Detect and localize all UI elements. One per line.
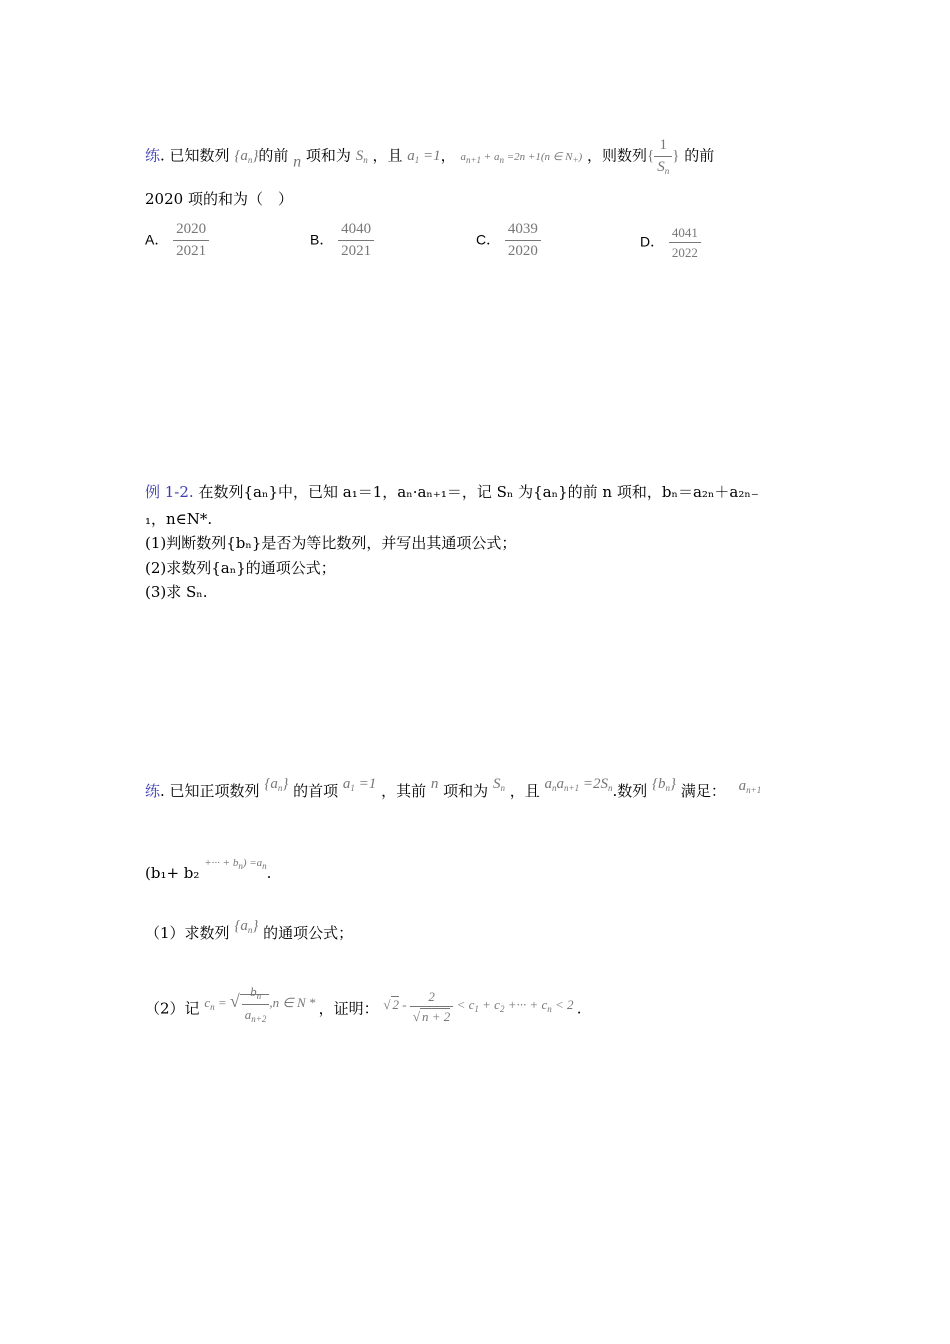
math-Sn: $S_n$ — [492, 776, 505, 793]
q1-label: 练 — [145, 146, 161, 165]
math-a1-eq-1: $a_1 =1$ — [407, 148, 441, 166]
q1-option-a[interactable]: A． $\frac{2020}{2021}$ — [145, 222, 209, 259]
math-product-eq: $a_na_{n+1} =2S_n$ — [544, 776, 613, 793]
q3-part2: （2）记 $c_n$ = √ $\frac{b_n}{a_{n+2}}$ ,n ∈ N * ，证明： √ 2 - $\frac{2}{√ n + 2}$ < $c_1 + c_2$ +··· + $c_n < 2$ . — [145, 984, 582, 1024]
option-c-fraction: $\frac{4039}{2020}$ — [505, 222, 541, 259]
math-seq-an: $\{a_n\}$ — [234, 918, 259, 935]
q1-option-b[interactable]: B． $\frac{4040}{2021}$ — [310, 222, 374, 259]
q2-part3: (3)求 Sₙ. — [145, 583, 208, 601]
math-n: n — [430, 776, 439, 792]
math-inequality: √ 2 - $\frac{2}{√ n + 2}$ < $c_1 + c_2$ +··· + $c_n < 2$ — [383, 989, 574, 1024]
q2-line2: ₁，n∈N*. — [145, 510, 213, 528]
q3-line2: (b₁+ b₂ $^{+\cdot\cdot\cdot + b_n) =a_n}$. — [145, 857, 272, 882]
math-seq-an: $\{a_n\}$ — [264, 776, 289, 793]
q2-part2: (2)求数列{aₙ}的通项公式； — [145, 559, 336, 577]
q2-line1: 例 1-2. 在数列{aₙ}中，已知 a₁＝1，aₙ·aₙ₊₁＝，记 Sₙ 为{aₙ}的前 n 项和，bₙ＝a₂ₙ＋a₂ₙ₋ — [145, 483, 759, 501]
q2-label: 例 1-2. — [145, 483, 194, 501]
q3-part1: （1）求数列 $\{a_n\}$ 的通项公式； — [145, 918, 354, 942]
math-a1-eq-1: $a_1 =1$ — [342, 776, 377, 793]
option-d-fraction: $\frac{4041}{2022}$ — [669, 226, 701, 259]
math-seq-an: $\{a_n\}$ — [234, 148, 259, 166]
math-Sn: $S_n$ — [355, 148, 368, 166]
q3-label: 练 — [145, 782, 161, 800]
option-a-fraction: $\frac{2020}{2021}$ — [173, 222, 209, 259]
math-sum-bn: +··· + bn) =an — [204, 857, 267, 871]
q1-option-d[interactable]: D． $\frac{4041}{2022}$ — [640, 226, 701, 259]
math-cn-def: $c_n$ = √ $\frac{b_n}{a_{n+2}}$ ,n ∈ N * — [204, 984, 316, 1024]
math-recip-seq: { $\frac{1}{S_n}$ } — [647, 137, 680, 176]
q1-line2: 2020 项的和为（ ） — [145, 190, 293, 208]
option-b-fraction: $\frac{4040}{2021}$ — [338, 222, 374, 259]
math-n: n — [293, 153, 302, 171]
math-recurrence: $a_{n+1} + a_n =2n +1(n$ ∈ $N_+$) — [460, 151, 583, 166]
q1-option-c[interactable]: C． $\frac{4039}{2020}$ — [476, 222, 541, 259]
q1-line1: 练. 已知数列 $\{a_n\}$的前 n 项和为 $S_n$ ，且 $a_1 =1$， $a_{n+1} + a_n =2n +1(n$ ∈ $N_+$) ，则数列{ $\frac{1}{S_n}$ } 的前 — [145, 137, 715, 176]
q3-line1: 练. 已知正项数列 $\{a_n\}$ 的首项 $a_1 =1$ ，其前 n 项和为 $S_n$ ，且 $a_na_{n+1} =2S_n$.数列 $\{b_n\}$ 满足： $a_{n+1}$ — [145, 776, 762, 800]
q2-part1: (1)判断数列{bₙ}是否为等比数列，并写出其通项公式； — [145, 534, 517, 552]
math-seq-bn: $\{b_n\}$ — [652, 776, 677, 793]
math-a-n-plus-1: $a_{n+1}$ — [738, 778, 762, 795]
